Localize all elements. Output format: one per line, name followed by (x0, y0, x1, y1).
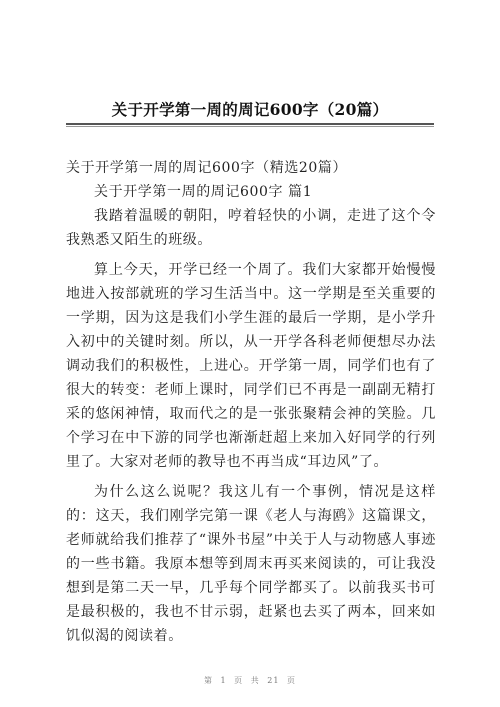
page-number-footer: 第 1 页 共 21 页 (204, 676, 296, 685)
document-body (66, 156, 436, 648)
document-title: 关于开学第一周的周记600字（20篇） (111, 100, 389, 119)
body-paragraph: 为什么这么说呢？我这儿有一个事例，情况是这样的：这天，我们刚学完第一课《老人与海鸥》这篇课文，老师就给我们推荐了“课外书屋”中关于人与动物感人事迹的一些书籍。我原本想等到周末再买来阅读的，可让我没想到是第二天一早，几乎每个同学都买了。以前我买书可是最积极的，我也不甘示弱，赶紧也去买了两本，回来如饥似渴的阅读着。 (66, 484, 436, 644)
body-paragraph: 算上今天，开学已经一个周了。我们大家都开始慢慢地进入按部就班的学习生活当中。这一学期是至关重要的一学期，因为这是我们小学生涯的最后一学期，是小学升入初中的关键时刻。所以，从一开学各科老师便想尽办法调动我们的积极性，上进心。开学第一周，同学们也有了很大的转变：老师上课时，同学们已不再是一副副无精打采的悠闲神情，取而代之的是一张张聚精会神的笑脸。几个学习在中下游的同学也渐渐赶超上来加入好同学的行列里了。大家对老师的教导也不再当成“耳边风”了。 (66, 262, 436, 470)
body-paragraph: 我踏着温暖的朝阳，哼着轻快的小调，走进了这个令我熟悉又陌生的班级。 (66, 208, 436, 248)
title-divider (66, 123, 434, 127)
document-subtitle: 关于开学第一周的周记600字（精选20篇） (66, 160, 348, 176)
section-heading: 关于开学第一周的周记600字 篇1 (94, 184, 313, 200)
